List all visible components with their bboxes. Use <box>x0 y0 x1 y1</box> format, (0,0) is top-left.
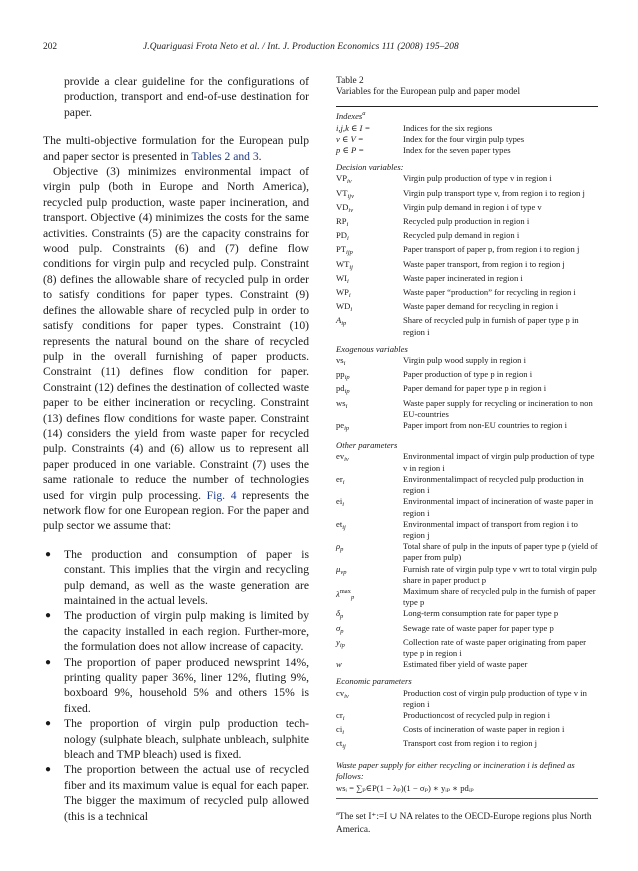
variable-symbol: $pe_{ip}$ <box>336 420 350 433</box>
variable-description: Index for the four virgin pulp types <box>403 133 525 144</box>
table-row <box>336 134 598 145</box>
variable-symbol: $ws_i$ <box>336 397 348 410</box>
table-note: Waste paper supply for either recycling or incineration i is defined as follows: <box>336 759 575 781</box>
assumption-item: ● The proportion between the actual use of recycled fiber and its maximum value is equal for each paper. The bigger the maximum of recycled pulp allowed (this is a technical <box>43 762 309 824</box>
variable-symbol: v ∈ V = <box>336 133 364 144</box>
variable-description: Waste paper supply for recycling or incineration to non EU-countries <box>403 397 593 419</box>
table-row <box>336 474 598 496</box>
table-row <box>336 244 598 258</box>
variable-description: Paper transport of paper p, from region i to region j <box>403 244 580 255</box>
variable-symbol: $cv_{iv}$ <box>336 687 349 700</box>
variable-description: Environmental impact of incineration of waste paper in region i <box>403 496 594 518</box>
table-row <box>336 287 598 301</box>
table-row <box>336 738 598 752</box>
variable-symbol: $\sigma_p$ <box>336 622 344 635</box>
variable-symbol: $VP_{iv}$ <box>336 173 352 186</box>
variable-description: Costs of incineration of waste paper in region i <box>403 724 565 735</box>
variable-symbol: $\mu_{vp}$ <box>336 563 347 576</box>
table-footnote: $^a$The set I⁺:=I ∪ NA relates to the OECD-Europe regions plus North America. <box>336 810 592 836</box>
variable-symbol: $cr_i$ <box>336 709 345 722</box>
indexes-rows <box>336 123 598 157</box>
variable-description: Furnish rate of virgin pulp type v wrt to total virgin pulp share in paper product p <box>403 563 597 585</box>
table-row <box>336 608 598 622</box>
variable-description: Share of recycled pulp in furnish of paper type p in region i <box>403 315 579 337</box>
table-row <box>336 383 598 397</box>
variable-symbol: $y_{ip}$ <box>336 636 345 649</box>
assumption-item: ● The proportion of paper produced newsprint 14%, printing quality paper 36%, liner 12%, fluting 9%, boxboard 9%, household 5% and others 15% is fixed. <box>43 655 309 717</box>
variable-symbol: $WI_i$ <box>336 272 349 285</box>
table-row <box>336 123 598 134</box>
variable-symbol: p ∈ P = <box>336 145 364 156</box>
table-top-rule <box>336 106 598 107</box>
variable-description: Indices for the six regions <box>403 122 493 133</box>
assumption-item: ● The proportion of virgin pulp production tech-nology (sulphate bleach, sulphate unbleach, sulphite bleach and TMP bleach) used is fixed. <box>43 716 309 762</box>
economic-rows <box>336 688 598 753</box>
table-label: Table 2 <box>336 76 364 86</box>
table-row <box>336 659 598 670</box>
variable-description: Environmental impact of virgin pulp production of type v in region i <box>403 451 595 473</box>
variable-description: Virgin pulp transport type v, from region i to region j <box>403 187 585 198</box>
variable-description: Environmentalimpact of recycled pulp production in region i <box>403 473 584 496</box>
table-row <box>336 623 598 637</box>
left-column <box>43 74 309 824</box>
table-row <box>336 519 598 541</box>
variable-description: Transport cost from region i to region j <box>403 738 538 749</box>
variable-description: Waste paper “production” for recycling in region i <box>403 287 576 298</box>
decision-heading: Decision variables: <box>336 162 404 173</box>
table-row <box>336 496 598 518</box>
table-row <box>336 230 598 244</box>
variable-description: Total share of pulp in the inputs of paper type p (yield of paper from pulp) <box>403 541 598 563</box>
variable-description: Waste paper transport, from region i to region j <box>403 258 565 269</box>
exogenous-rows <box>336 355 598 434</box>
assumption-item: ● The production and consumption of paper is constant. This implies that the virgin and recycling pulp demand, as well as the waste generation are maintained in the actual levels. <box>43 547 309 609</box>
variable-symbol: $A_{ip}$ <box>336 315 347 328</box>
variable-symbol: $vs_i$ <box>336 355 346 368</box>
figure-link[interactable]: Fig. 4 <box>206 488 237 502</box>
variable-symbol: $\delta_p$ <box>336 608 344 621</box>
table-row <box>336 564 598 586</box>
variable-symbol: $VD_{iv}$ <box>336 201 354 214</box>
table-row <box>336 145 598 156</box>
variable-symbol: $WP_i$ <box>336 287 351 300</box>
running-header <box>0 42 638 56</box>
table-row <box>336 301 598 315</box>
running-title: J.Quariguasi Frota Neto et al. / Int. J. Production Economics 111 (2008) 195–208 <box>143 42 459 52</box>
table-row <box>336 586 598 608</box>
table-row <box>336 315 598 337</box>
assumption-item: ● The production of virgin pulp making is limited by the capacity installed in each region. Further-more, the formulation does not allow increase of capacity. <box>43 608 309 654</box>
variable-symbol: $\lambda^{max}_p$ <box>336 587 355 601</box>
table-row <box>336 273 598 287</box>
table-row <box>336 355 598 369</box>
decision-rows <box>336 173 598 337</box>
table-row <box>336 398 598 420</box>
economic-heading: Economic parameters <box>336 676 412 687</box>
variable-symbol: $\rho_p$ <box>336 541 344 554</box>
variable-symbol: $PT_{ijp}$ <box>336 244 353 257</box>
variable-description: Long-term consumption rate for paper type p <box>403 608 559 619</box>
variable-description: Virgin pulp demand in region i of type v <box>403 201 542 212</box>
other-rows <box>336 451 598 670</box>
table-row <box>336 451 598 473</box>
variable-description: Maximum share of recycled pulp in the furnish of paper type p <box>403 585 596 608</box>
continued-bullet-text: provide a clear guideline for the configurations of production, transport and end-of-use destination for paper. <box>64 75 309 119</box>
variable-description: Virgin pulp wood supply in region i <box>403 355 526 366</box>
variable-symbol: $RP_i$ <box>336 216 349 229</box>
table-row <box>336 688 598 710</box>
variable-symbol: $WT_{ij}$ <box>336 258 353 271</box>
tables-link[interactable]: Tables 2 and 3 <box>191 149 259 163</box>
table-bottom-rule <box>336 798 598 799</box>
variable-description: Collection rate of waste paper originating from paper type p in region i <box>403 636 587 658</box>
variable-description: Paper demand for paper type p in region i <box>403 383 547 394</box>
paragraph-objectives: Objective (3) minimizes environmental impact of virgin pulp (both in Europe and North America), recycled pulp production, waste paper incineration, and transport. Objective (4) minimizes the costs for the same activities. Constraints (5) are the capacity constrains for wood pulp. Constraints (6) and (7) define flow conditions for virgin pulp and recycled pulp. Constraint (8) defines the allowable share of recycled pulp in order to satisfy conditions for paper types. Constraint (9) defines the allowable share of recycled pulp in order to satisfy conditions for paper types. Constraint (10) represents the natural bound on the share of recycled pulp in the overall furnishing of paper products. Constraint (11) defines flow condition for paper. Constraint (12) defines the destination of collected waste paper to be either incineration or recycling. Constraint (13) defines flow conditions for waste paper. Constraint (14) considers the yield from waste paper for recycled pulp. Constraints (4) and (6) allow us to represent all paper produced in one variable. Constraint (7) uses the same rationale to reduce the number of technologies used for virgin pulp processing. Fig. 4 represents the network flow for one European region. For the paper and pulp sector we assume that: <box>43 165 309 533</box>
variable-description: Waste paper incinerated in region i <box>403 272 523 283</box>
variable-symbol: $pp_{ip}$ <box>336 369 350 382</box>
assumption-list <box>43 547 309 824</box>
table-2 <box>336 76 598 837</box>
table-row <box>336 541 598 563</box>
variable-description: Virgin pulp production of type v in region i <box>403 173 552 184</box>
table-row <box>336 369 598 383</box>
variable-description: Environmental impact of transport from region i to region j <box>403 518 578 540</box>
variable-description: Estimated fiber yield of waste paper <box>403 659 528 670</box>
table-caption: Variables for the European pulp and paper model <box>336 87 521 98</box>
variable-description: Index for the seven paper types <box>403 145 511 156</box>
variable-symbol: $PD_i$ <box>336 230 349 243</box>
variable-description: Production cost of virgin pulp production of type v in region i <box>403 687 587 709</box>
variable-description: Recycled pulp demand in region i <box>403 230 520 241</box>
variable-symbol: $pd_{ip}$ <box>336 383 350 396</box>
table-row <box>336 637 598 659</box>
variable-symbol: $WD_i$ <box>336 301 353 314</box>
variable-symbol: $ei_i$ <box>336 496 345 509</box>
table-row <box>336 188 598 202</box>
table-row <box>336 724 598 738</box>
paragraph-formulation: The multi-objective formulation for the European pulp and paper sector is presented in Tables 2 and 3. <box>43 134 309 163</box>
table-row <box>336 173 598 187</box>
waste-supply-formula: wsᵢ = ∑ₚ∈P(1 − λₚ)(1 − σₚ) ∗ yᵢₚ ∗ pdᵢₚ <box>336 782 474 793</box>
variable-symbol: w <box>336 659 342 670</box>
page-number: 202 <box>43 42 58 52</box>
table-row <box>336 202 598 216</box>
exogenous-heading: Exogenous variables <box>336 343 408 354</box>
variable-description: Paper production of type p in region i <box>403 369 533 380</box>
variable-symbol: i,j,k ∈ I = <box>336 122 371 133</box>
table-row <box>336 259 598 273</box>
variable-description: Productioncost of recycled pulp in region i <box>403 709 551 720</box>
variable-symbol: $et_{ij}$ <box>336 518 346 531</box>
variable-description: Sewage rate of waste paper for paper type p <box>403 622 554 633</box>
variable-symbol: $ci_i$ <box>336 724 345 737</box>
other-heading: Other parameters <box>336 440 398 451</box>
variable-description: Paper import from non-EU countries to region i <box>403 420 567 431</box>
table-row <box>336 710 598 724</box>
variable-symbol: $ev_{iv}$ <box>336 451 349 464</box>
variable-symbol: $er_i$ <box>336 473 345 486</box>
table-row <box>336 216 598 230</box>
variable-description: Waste paper demand for recycling in region i <box>403 301 559 312</box>
variable-symbol: $VT_{ijv}$ <box>336 187 354 200</box>
variable-description: Recycled pulp production in region i <box>403 216 530 227</box>
table-row <box>336 420 598 434</box>
variable-symbol: $ct_{ij}$ <box>336 738 346 751</box>
indexes-heading: Indexes$^a$ <box>336 110 366 122</box>
